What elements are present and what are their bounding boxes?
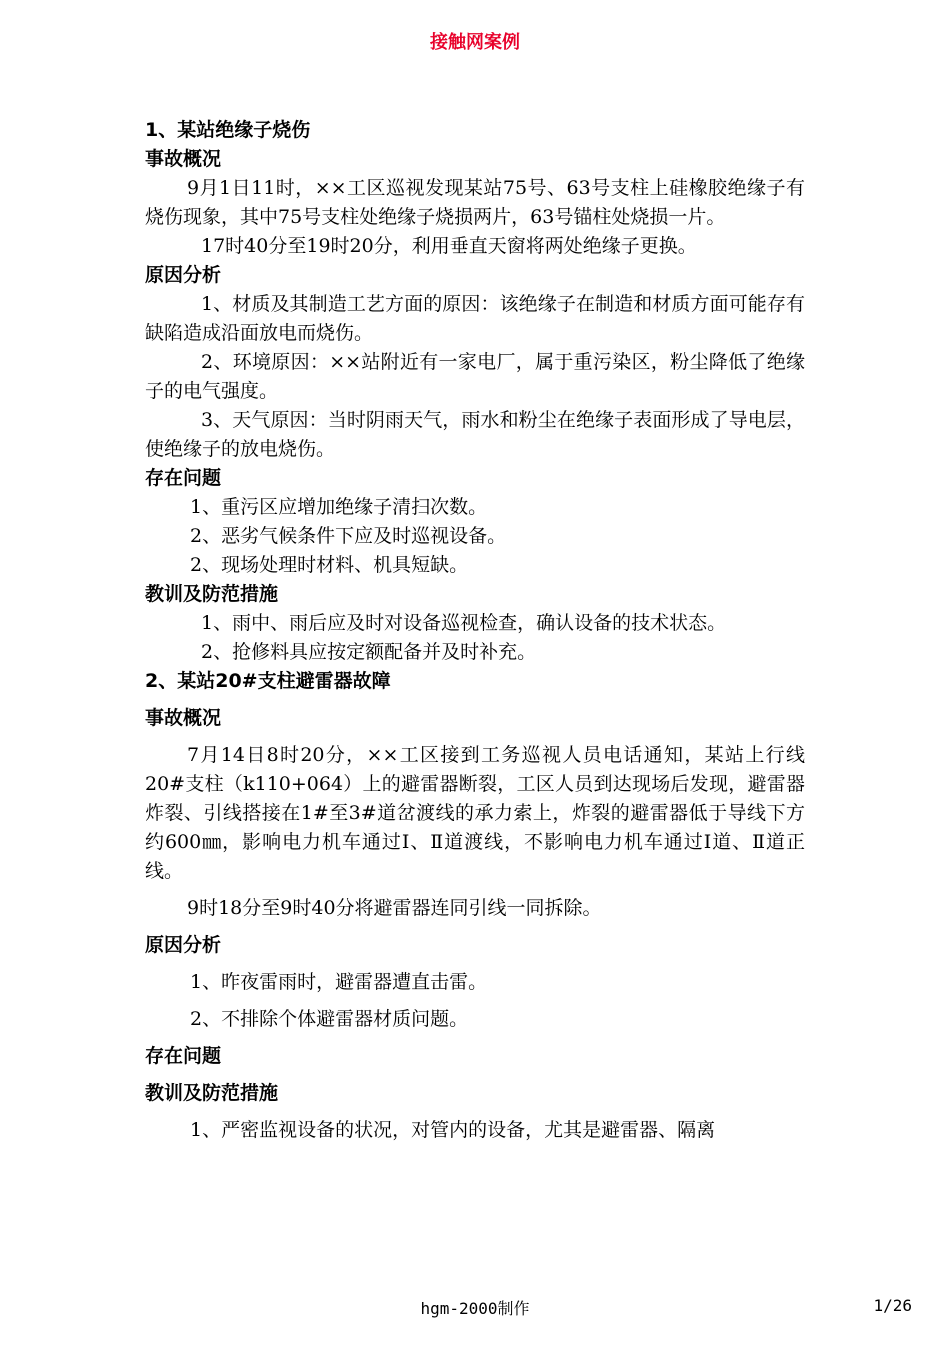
case2-lesson-heading: 教训及防范措施 [145,1082,279,1104]
case2-cause-item: 2、不排除个体避雷器材质问题。 [190,1008,469,1030]
document-body [145,116,805,1145]
case1-issue-heading: 存在问题 [145,467,222,489]
case2-lesson-item: 1、严密监视设备的状况，对管内的设备，尤其是避雷器、隔离 [190,1119,716,1141]
case1-cause-heading: 原因分析 [145,264,222,286]
case2-overview-heading: 事故概况 [145,707,222,729]
case2-overview-paragraph: 9时18分至9时40分将避雷器连同引线一同拆除。 [187,897,602,919]
case1-issue-item: 1、重污区应增加绝缘子清扫次数。 [190,496,488,518]
case1-cause-item: 2、环境原因：××站附近有一家电厂，属于重污染区，粉尘降低了绝缘子的电气强度。 [145,351,805,402]
case1-lesson-item: 2、抢修料具应按定额配备并及时补充。 [201,641,537,663]
case1-issue-item: 2、现场处理时材料、机具短缺。 [190,554,469,576]
case1-cause-item: 3、天气原因：当时阴雨天气，雨水和粉尘在绝缘子表面形成了导电层，使绝缘子的放电烧伤。 [145,409,805,460]
case1-issue-item: 2、恶劣气候条件下应及时巡视设备。 [190,525,507,547]
case1-lesson-heading: 教训及防范措施 [145,583,279,605]
footer-author: hgm-2000制作 [420,1299,530,1318]
case2-cause-item: 1、昨夜雷雨时，避雷器遭直击雷。 [190,971,488,993]
case2-title: 2、某站20#支柱避雷器故障 [145,670,391,692]
case2-cause-heading: 原因分析 [145,934,222,956]
case1-cause-item: 1、材质及其制造工艺方面的原因：该绝缘子在制造和材质方面可能存有缺陷造成沿面放电而烧伤。 [145,293,805,344]
case1-lesson-item: 1、雨中、雨后应及时对设备巡视检查，确认设备的技术状态。 [201,612,727,634]
case1-title: 1、某站绝缘子烧伤 [145,119,311,141]
footer-page-number: 1/26 [873,1296,912,1315]
case2-overview-paragraph: 7月14日8时20分，××工区接到工务巡视人员电话通知，某站上行线20#支柱（k110+064）上的避雷器断裂，工区人员到达现场后发现，避雷器炸裂、引线搭接在1#至3#道岔渡线的承力索上，炸裂的避雷器低于导线下方约600㎜，影响电力机车通过Ⅰ、Ⅱ道渡线，不影响电力机车通过Ⅰ道、Ⅱ道正线。 [145,744,805,882]
case2-issue-heading: 存在问题 [145,1045,222,1067]
case1-overview-paragraph: 17时40分至19时20分，利用垂直天窗将两处绝缘子更换。 [201,235,697,257]
case1-overview-heading: 事故概况 [145,148,222,170]
case1-overview-paragraph: 9月1日11时，××工区巡视发现某站75号、63号支柱上硅橡胶绝缘子有烧伤现象，其中75号支柱处绝缘子烧损两片，63号锚柱处烧损一片。 [145,177,805,228]
document-header-title: 接触网案例 [430,32,520,53]
